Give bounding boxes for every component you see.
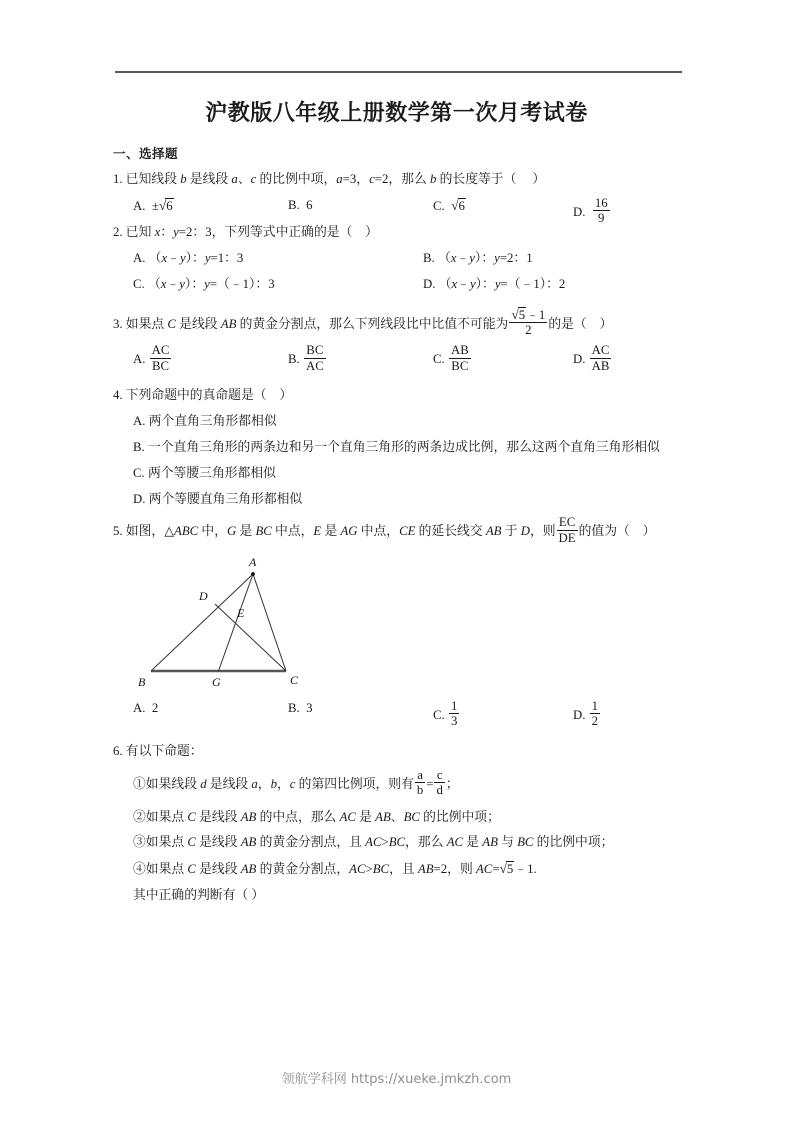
option-3-C[interactable] — [433, 343, 472, 373]
question-6-number: 6. — [113, 744, 123, 759]
option-label: B. — [288, 197, 300, 212]
question-6-item-4: ④如果点 C 是线段 AB 的黄金分割点，AC>BC，且 AB=2，则 AC=√5﹣1. — [113, 859, 683, 880]
question-6-item-2: ②如果点 C 是线段 AB 的中点，那么 AC 是 AB、BC 的比例中项； — [133, 809, 500, 824]
fraction-16-over-9: $\frac{16}{9}$ — [594, 195, 608, 226]
fraction-1-over-2: $\frac{1}{2}$ — [591, 699, 599, 729]
question-2 — [113, 223, 683, 301]
question-6-item-1: ①如果线段 d 是线段 a，b，c 的第四比例项，则有 $\frac{a}{b}$ = $\frac{c}{d}$ ； — [133, 767, 459, 798]
fraction-denominator: DE — [558, 530, 576, 545]
option-label: D. — [133, 491, 146, 506]
question-6 — [113, 742, 683, 906]
option-value: 两个等腰直角三角形都相似 — [148, 491, 303, 506]
question-2-options-row-2 — [133, 275, 683, 301]
option-label: C. — [133, 276, 145, 291]
option-label: B. — [288, 701, 300, 716]
option-label: D. — [573, 352, 586, 367]
fraction-numerator: a — [415, 768, 425, 783]
question-5 — [113, 515, 683, 733]
header-rule — [115, 71, 682, 73]
option-4-D[interactable] — [113, 490, 683, 510]
question-3-number: 3. — [113, 316, 123, 331]
section-heading: 一、选择题 — [113, 146, 179, 161]
label-E: E — [237, 606, 245, 621]
option-4-A[interactable] — [113, 412, 683, 432]
question-list — [113, 170, 683, 912]
option-1-C[interactable] — [433, 196, 466, 217]
question-6-stem: 6. 有以下命题： — [113, 744, 203, 759]
fraction-1-over-3: $\frac{1}{3}$ — [450, 699, 458, 729]
question-2-stem: 2. 已知 x：y=2：3，下列等式中正确的是（ ） — [113, 224, 378, 239]
option-2-D[interactable]: D. （x﹣y）：y=（﹣1）：2 — [423, 276, 566, 291]
label-C: C — [290, 673, 299, 688]
option-5-C[interactable] — [433, 699, 460, 729]
option-5-A[interactable] — [133, 699, 158, 719]
option-label: B. — [423, 250, 435, 265]
footer-watermark: 领航学科网 https://xueke.jmkzh.com — [281, 1072, 512, 1087]
option-label: C. — [133, 465, 145, 480]
segment-CD — [215, 604, 286, 671]
option-5-B[interactable] — [288, 699, 313, 719]
option-value: 两个等腰三角形都相似 — [147, 465, 276, 480]
option-label: C. — [433, 198, 445, 213]
fraction-EC-over-DE — [557, 515, 578, 545]
page-title: 沪教版八年级上册数学第一次月考试卷 — [205, 100, 588, 126]
question-2-number: 2. — [113, 224, 123, 239]
option-value: 2 — [151, 701, 159, 716]
option-label: A. — [133, 352, 146, 367]
fraction-denominator: b — [416, 783, 424, 798]
question-5-options — [113, 699, 683, 733]
sqrt-6: √6 — [451, 197, 465, 213]
triangle-diagram — [113, 551, 413, 697]
question-1-number: 1. — [113, 172, 123, 186]
option-value: 两个直角三角形都相似 — [148, 414, 277, 429]
option-value: 3 — [306, 701, 313, 716]
option-2-B[interactable]: B. （x﹣y）：y=2：1 — [423, 250, 533, 265]
fraction-AC-over-BC: $\frac{AC}{BC}$ — [151, 343, 170, 373]
sqrt-5: √5 — [499, 861, 514, 877]
fraction-c-over-d — [434, 768, 444, 798]
option-2-C[interactable]: C. （x﹣y）：y=（﹣1）：3 — [133, 276, 275, 291]
fraction-sqrt5-minus-1-over-2: $\frac{√5﹣1}{2}$ — [511, 306, 546, 337]
option-label: A. — [133, 701, 146, 716]
option-label: D. — [573, 708, 586, 723]
option-5-D[interactable] — [573, 699, 601, 729]
option-value: 一个直角三角形的两条边和另一个直角三角形的两条边成比例，那么这两个直角三角形相似 — [147, 439, 660, 454]
option-4-B[interactable] — [113, 438, 683, 458]
question-1-stem: 1. 已知线段 b 是线段 a、c 的比例中项，a=3，c=2，那么 b 的长度等于（ ） — [113, 172, 546, 186]
question-2-options — [113, 249, 683, 301]
label-G: G — [212, 675, 221, 690]
question-3-options — [113, 343, 683, 377]
question-5-number: 5. — [113, 524, 123, 539]
question-4-number: 4. — [113, 388, 123, 403]
option-1-B[interactable] — [288, 196, 313, 216]
plus-minus-sqrt-6: ±√6 — [151, 197, 173, 213]
vertex-dot-A — [251, 572, 255, 576]
fraction-a-over-b — [415, 768, 425, 798]
question-5-figure — [113, 551, 683, 697]
question-6-closing: 其中正确的判断有（ ） — [133, 888, 265, 903]
segment-AC — [253, 574, 286, 671]
label-A: A — [249, 555, 257, 570]
option-3-B[interactable] — [288, 343, 327, 373]
question-1 — [113, 170, 683, 226]
question-6-item-3: ③如果点 C 是线段 AB 的黄金分割点，且 AC>BC，那么 AC 是 AB 与 BC 的比例中项； — [133, 835, 614, 850]
label-B: B — [138, 675, 146, 690]
option-label: C. — [433, 352, 445, 367]
fraction-denominator: d — [436, 783, 443, 798]
option-4-C[interactable] — [113, 464, 683, 484]
question-4-stem: 4. 下列命题中的真命题是（ ） — [113, 388, 293, 403]
option-label: A. — [133, 198, 146, 213]
option-label: D. — [573, 205, 586, 220]
option-label: D. — [423, 276, 436, 291]
question-2-options-row-1 — [133, 249, 683, 275]
option-label: A. — [133, 250, 146, 265]
option-value: 6 — [306, 197, 313, 212]
fraction-BC-over-AC: $\frac{BC}{AC}$ — [305, 343, 324, 373]
option-label: A. — [133, 414, 146, 429]
option-1-A[interactable] — [133, 196, 174, 217]
option-3-D[interactable] — [573, 343, 612, 373]
question-1-options — [113, 195, 683, 226]
option-2-A[interactable]: A. （x﹣y）：y=1：3 — [133, 250, 244, 265]
option-3-A[interactable] — [133, 343, 172, 373]
option-label: C. — [433, 708, 445, 723]
option-1-D[interactable] — [573, 196, 611, 226]
segment-AG — [219, 574, 254, 671]
question-5-stem: 5. 如图，△ABC 中，G 是 BC 中点，E 是 AG 中点，CE 的延长线交 AB 于 D，则 $\frac{EC}{DE}$ 的值为（ ） — [113, 515, 656, 545]
fraction-numerator: EC — [557, 515, 578, 530]
label-D: D — [199, 589, 208, 604]
fraction-numerator: c — [434, 768, 444, 783]
question-4 — [113, 386, 683, 509]
option-label: B. — [288, 352, 300, 367]
question-3 — [113, 307, 683, 378]
fraction-numerator: √5﹣1 — [511, 306, 546, 322]
fraction-AC-over-AB: $\frac{AC}{AB}$ — [591, 343, 610, 373]
fraction-AB-over-BC: $\frac{AB}{BC}$ — [450, 343, 469, 373]
question-3-stem: 3. 如果点 C 是线段 AB 的黄金分割点，那么下列线段比中比值不可能为 $\frac{√5﹣1}{2}$ 的是（ ） — [113, 306, 613, 337]
option-label: B. — [133, 439, 145, 454]
